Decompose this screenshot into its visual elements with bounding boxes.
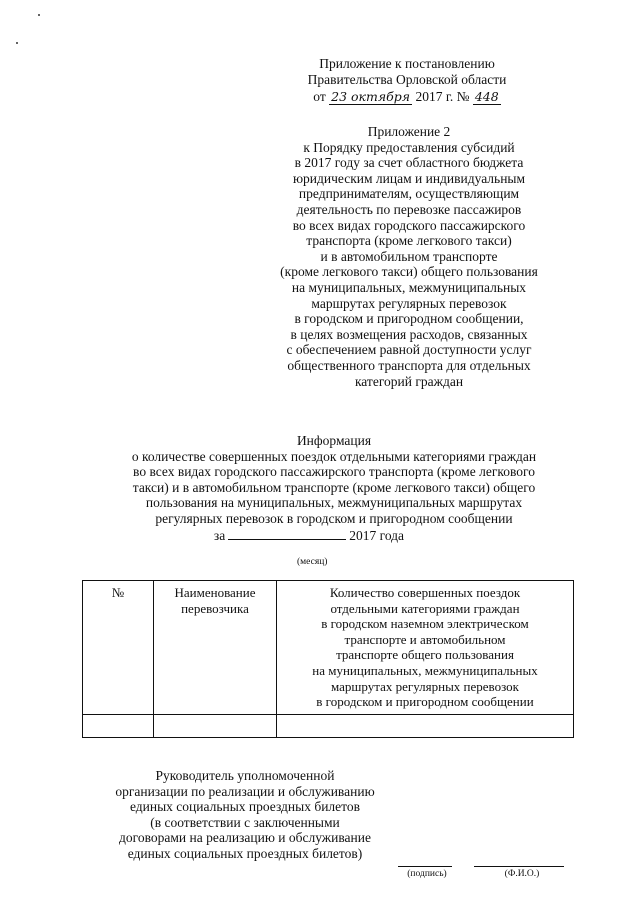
- trips-header-line: отдельными категориями граждан: [330, 600, 520, 616]
- appendix-heading: [248, 124, 570, 389]
- carrier-header-line: Наименование: [174, 585, 256, 600]
- table-header-row: [83, 581, 574, 715]
- information-line: во всех видах городского пассажирского транспорта (кроме легкового: [133, 464, 535, 480]
- handwritten-number: 448: [474, 89, 499, 105]
- header-cell-number: [83, 581, 154, 715]
- name-field-line[interactable]: [474, 866, 564, 867]
- appendix-line: (кроме легкового такси) общего пользования: [280, 264, 538, 280]
- appendix-line: во всех видах городского пассажирского: [292, 217, 526, 233]
- period-line: [86, 527, 582, 544]
- empty-cell-carrier[interactable]: [154, 714, 277, 737]
- appendix-line: в городском и пригородном сообщении,: [294, 311, 524, 327]
- month-caption: (месяц): [297, 557, 328, 567]
- header-cell-trips: [277, 581, 574, 715]
- appendix-line: в 2017 году за счет областного бюджета: [294, 155, 524, 171]
- appendix-line: транспорта (кроме легкового такси): [306, 233, 512, 249]
- appendix-line: с обеспечением равной доступности услуг: [286, 342, 532, 358]
- scan-dot: [16, 42, 18, 44]
- resolution-date-line: [262, 89, 552, 105]
- signature-text-line: единых социальных проездных билетов): [127, 845, 363, 861]
- appendix-line: предпринимателям, осуществляющим: [298, 186, 520, 202]
- report-table: [82, 580, 574, 738]
- date-prefix: от: [313, 89, 326, 105]
- resolution-line-1: Приложение к постановлению: [319, 56, 495, 71]
- signature-caption: (подпись): [407, 869, 447, 879]
- trips-header-line: транспорте общего пользования: [336, 647, 514, 663]
- information-title: Информация: [296, 433, 372, 448]
- appendix-line: деятельность по перевозке пассажиров: [296, 201, 522, 217]
- signature-text-line: (в соответствии с заключенными: [150, 814, 340, 830]
- information-heading: [86, 433, 582, 567]
- signature-block: [80, 768, 410, 862]
- table-row: [83, 714, 574, 737]
- trips-header-line: в городском и пригородном сообщении: [316, 694, 534, 710]
- period-suffix: 2017 года: [349, 527, 405, 543]
- appendix-line: на муниципальных, межмуниципальных: [291, 279, 527, 295]
- trips-header-line: на муниципальных, межмуниципальных: [312, 662, 538, 678]
- signature-text-line: организации по реализации и обслуживанию: [115, 783, 375, 799]
- information-line: о количестве совершенных поездок отдельными категориями граждан: [131, 448, 537, 464]
- signature-text-line: единых социальных проездных билетов: [129, 799, 361, 815]
- period-prefix: за: [213, 527, 226, 543]
- handwritten-date: 23 октября: [331, 89, 411, 105]
- empty-cell-trips[interactable]: [277, 714, 574, 737]
- header-cell-carrier: [154, 581, 277, 715]
- resolution-line-2: Правительства Орловской области: [307, 71, 507, 87]
- resolution-reference: [262, 56, 552, 105]
- appendix-line: Приложение 2: [367, 124, 451, 139]
- carrier-header-line: перевозчика: [181, 600, 249, 616]
- trips-header-line: маршрутах регулярных перевозок: [331, 678, 519, 694]
- date-year: 2017 г.: [415, 89, 454, 105]
- month-blank-field[interactable]: [228, 527, 346, 540]
- empty-cell-number[interactable]: [83, 714, 154, 737]
- trips-header-line: в городском наземном электрическом: [321, 616, 529, 632]
- information-line: такси) и в автомобильном транспорте (кроме легкового такси) общего: [132, 479, 536, 495]
- scan-dot: [38, 14, 40, 16]
- appendix-line: категорий граждан: [354, 373, 464, 389]
- signature-field-line[interactable]: [398, 866, 452, 867]
- signature-text-line: договорами на реализацию и обслуживание: [119, 830, 371, 846]
- appendix-line: в целях возмещения расходов, связанных: [290, 326, 528, 342]
- appendix-line: к Порядку предоставления субсидий: [303, 139, 515, 155]
- trips-header-line: транспорте и автомобильном: [344, 631, 506, 647]
- appendix-line: и в автомобильном транспорте: [320, 248, 498, 264]
- signature-text-line: Руководитель уполномоченной: [155, 768, 335, 783]
- trips-header-line: Количество совершенных поездок: [329, 585, 521, 600]
- name-caption: (Ф.И.О.): [504, 869, 540, 879]
- number-header: №: [111, 585, 125, 600]
- appendix-line: юридическим лицам и индивидуальным: [292, 170, 526, 186]
- number-sign: №: [456, 89, 470, 105]
- information-line: регулярных перевозок в городском и пригородном сообщении: [155, 510, 513, 526]
- appendix-line: общественного транспорта для отдельных: [287, 357, 531, 373]
- appendix-line: маршрутах регулярных перевозок: [311, 295, 507, 311]
- information-line: пользования на муниципальных, межмуниципальных маршрутах: [145, 495, 523, 511]
